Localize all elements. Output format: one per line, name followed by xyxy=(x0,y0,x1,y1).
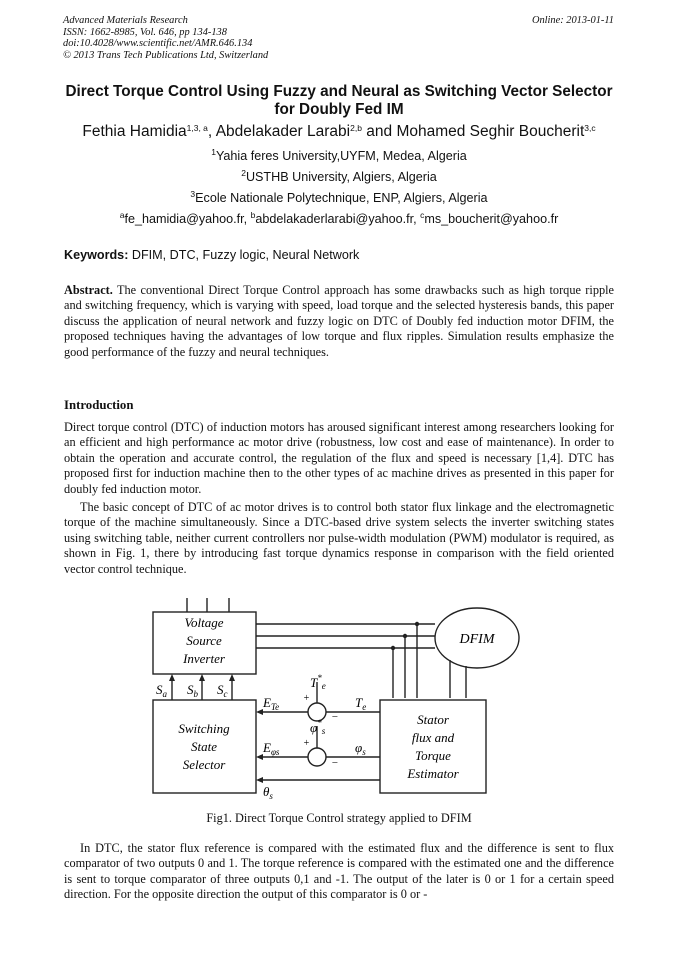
copyright: © 2013 Trans Tech Publications Ltd, Switzerland xyxy=(63,49,269,61)
author-name: Abdelakader Larabi xyxy=(215,123,351,140)
affiliation-sup: 2 xyxy=(241,168,246,178)
flux-summing-junction xyxy=(308,748,326,766)
email[interactable]: fe_hamidia@yahoo.fr, xyxy=(124,212,248,226)
torque-ref-label: $T^*_e$ xyxy=(310,673,326,691)
email-sup: a xyxy=(119,210,125,220)
journal-header xyxy=(63,15,268,61)
affiliation-sup: 1 xyxy=(211,147,216,157)
arrow-head xyxy=(199,674,205,681)
doi: doi:10.4028/www.scientific.net/AMR.646.134 xyxy=(63,38,253,50)
flux-label: $\varphi_s$ xyxy=(355,740,366,757)
affiliation-text: Yahia feres University,UYFM, Medea, Algeria xyxy=(215,149,467,163)
keywords-text: DFIM, DTC, Fuzzy logic, Neural Network xyxy=(131,248,360,262)
section-heading: Introduction xyxy=(64,398,134,412)
author-sup: 1,3, a xyxy=(186,123,208,133)
selector-label: State xyxy=(191,739,217,754)
affiliation-sup: 3 xyxy=(190,189,196,199)
intro-paragraph-1: Direct torque control (DTC) of induction motors has aroused significant interest among researchers looking for an efficient and high performance ac motor drive (robustness, low cost and ease of maintenance). In order to obtain the operation and accurate control, the regulation of the flux and speed is necessary [1,4]. DTC has proposed first for induction machine then to the other types of ac machine drives as presented in this paper for doubly fed induction motor. xyxy=(64,420,614,496)
flux-error-label: $E_{\varphi s}$ xyxy=(263,740,280,757)
flux-ref-label: $\varphi^*_s$ xyxy=(310,718,326,736)
arrow-head xyxy=(169,674,175,681)
abstract-label: Abstract. xyxy=(64,283,113,297)
email[interactable]: abdelakaderlarabi@yahoo.fr, xyxy=(255,212,417,226)
selector-label: Selector xyxy=(182,757,226,772)
torque-error-label: $E_{Te}$ xyxy=(263,695,280,712)
affiliation xyxy=(40,191,638,205)
arrow-head xyxy=(256,777,263,783)
plus-sign: + xyxy=(303,693,310,704)
arrow-head xyxy=(256,709,263,715)
author-sup: 2,b xyxy=(350,123,362,133)
arrow-head xyxy=(229,674,235,681)
paper-title: Direct Torque Control Using Fuzzy and Neural as Switching Vector Selector for Doubly Fed IM xyxy=(65,83,613,118)
selector-label: Switching xyxy=(178,721,230,736)
figure-caption: Fig1. Direct Torque Control strategy applied to DFIM xyxy=(206,811,472,825)
email-list xyxy=(40,212,638,226)
inverter-label: Source xyxy=(186,633,222,648)
journal-name: Advanced Materials Research xyxy=(63,15,188,26)
estimator-label: Torque xyxy=(415,748,451,763)
label-sa: $S_a$ xyxy=(156,682,167,699)
theta-label: $\theta_s$ xyxy=(263,784,273,801)
plus-sign: + xyxy=(303,738,310,749)
minus-sign: − xyxy=(331,757,339,769)
keywords xyxy=(64,248,359,262)
inverter-label: Inverter xyxy=(183,651,225,666)
dtc-block-diagram xyxy=(150,598,530,806)
author-sup: 3,c xyxy=(584,123,596,133)
estimator-label: Estimator xyxy=(407,766,459,781)
label-sc: $S_c$ xyxy=(217,682,228,699)
online-date: Online: 2013-01-11 xyxy=(531,15,614,26)
affiliation-text: Ecole Nationale Polytechnique, ENP, Algiers, Algeria xyxy=(195,191,488,205)
inverter-label: Voltage xyxy=(184,615,224,630)
intro-paragraph-2: The basic concept of DTC of ac motor drives is to control both stator flux linkage and the electromagnetic torque of the machine simultaneously. Since a DTC-based drive system selects the inverter switching states using switching table, neither current controllers nor pulse-width modulation (PWM) modulator is required, as shown in Fig. 1, there by introducing fast torque dynamics response in comparison with the field oriented vector control technique. xyxy=(64,500,614,576)
affiliation xyxy=(40,170,638,184)
affiliation xyxy=(40,149,638,163)
abstract-text: The conventional Direct Torque Control approach has some drawbacks such as high torque ripple and switching frequency, which is varying with speed, load torque and the selected hysteresis bands, this paper discuss the application of neural network and fuzzy logic on DTC of Doubly fed induction motor DFIM, the proposed techniques having the advantages of low torque and flux ripples. Simulation results emphasize the good performance of the fuzzy and neural techniques. xyxy=(64,283,614,359)
arrow-head xyxy=(256,754,263,760)
affiliation-text: USTHB University, Algiers, Algeria xyxy=(245,170,437,184)
author-name: Mohamed Seghir Boucherit xyxy=(396,123,585,140)
body-paragraph: In DTC, the stator flux reference is compared with the estimated flux and the difference is sent to flux comparator of two outputs 0 and 1. The torque reference is compared with the estimated one and the difference is sent to torque comparator of three outputs 0,1 and -1. The output of the later is 0 or 1 for a certain speed direction. For the opposite direction the output of this comparator is 0 or - xyxy=(64,841,614,902)
email[interactable]: ms_boucherit@yahoo.fr xyxy=(424,212,559,226)
abstract xyxy=(64,283,614,360)
author-name: Fethia Hamidia xyxy=(82,123,187,140)
email-sup: c xyxy=(420,210,425,220)
email-sup: b xyxy=(250,210,256,220)
author-list: Fethia Hamidia$^{1,3, a}$, Abdelakader Larabi$^{2,b}$ and Mohamed Seghir Boucherit$^{3,c}$ xyxy=(82,123,596,140)
keywords-label: Keywords: xyxy=(64,248,129,262)
estimator-label: flux and xyxy=(411,730,455,745)
torque-label: $T_e$ xyxy=(355,695,367,712)
minus-sign: − xyxy=(331,711,339,723)
label-sb: $S_b$ xyxy=(187,682,198,699)
dfim-label: DFIM xyxy=(459,632,495,647)
issn: ISSN: 1662-8985, Vol. 646, pp 134-138 xyxy=(63,26,227,38)
estimator-label: Stator xyxy=(417,712,449,727)
